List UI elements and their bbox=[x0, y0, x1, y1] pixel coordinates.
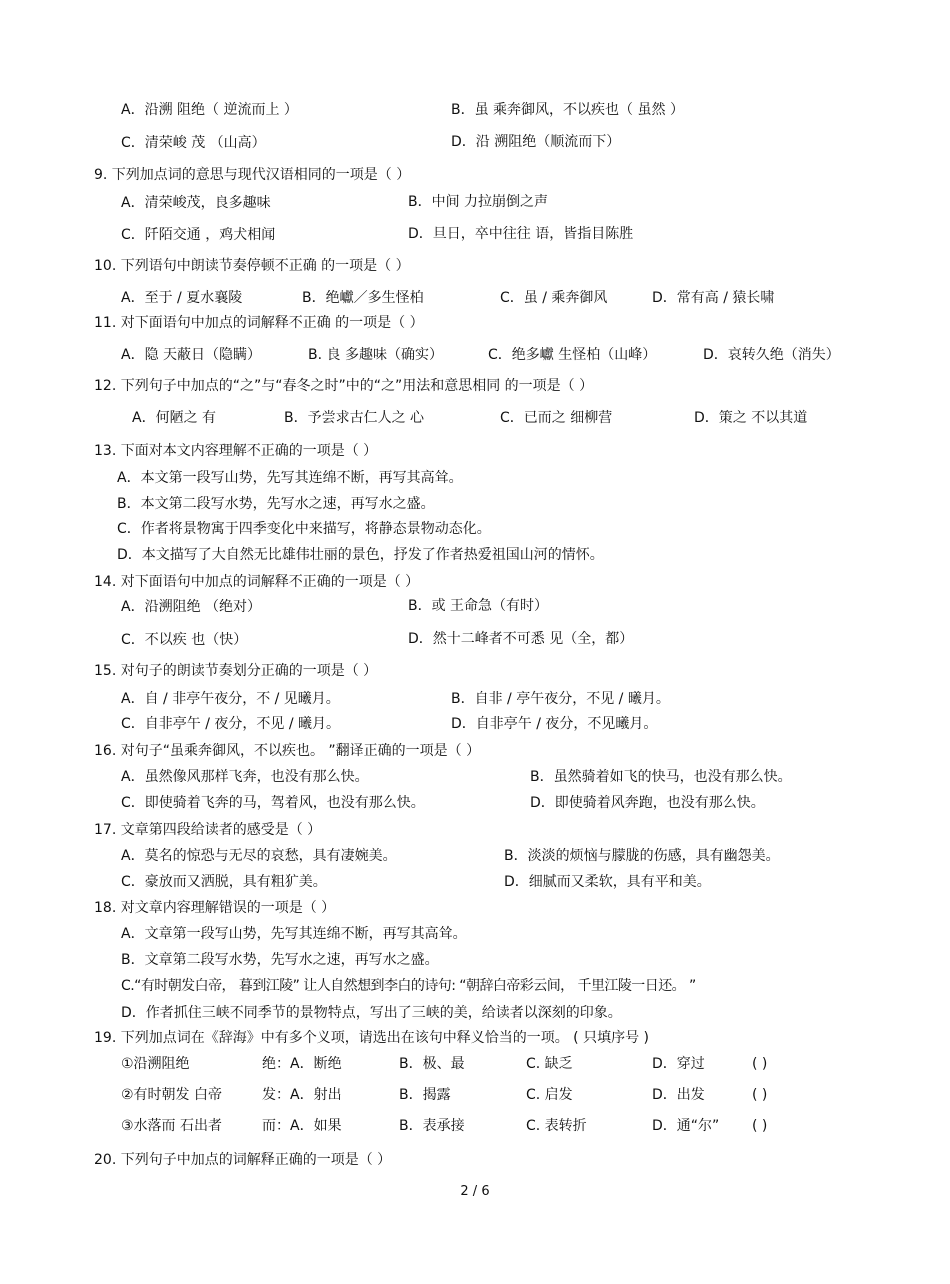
q8-option-d: D．沿 溯阻绝（顺流而下） bbox=[451, 134, 621, 150]
q16-option-a: A．虽然像风那样飞奔，也没有那么快。 bbox=[121, 769, 369, 785]
q19-r1-d: D．穿过 bbox=[652, 1056, 705, 1072]
q17-option-a: A．莫名的惊恐与无尽的哀愁，具有凄婉美。 bbox=[121, 848, 397, 864]
q15-option-c: C．自非亭午 / 夜分，不见 / 曦月。 bbox=[121, 716, 341, 732]
q15-option-d: D．自非亭午 / 夜分，不见曦月。 bbox=[451, 716, 658, 732]
q13-option-d: D．本文描写了大自然无比雄伟壮丽的景色，抒发了作者热爱祖国山河的情怀。 bbox=[117, 547, 604, 563]
q8-option-a: A．沿溯 阻绝（ 逆流而上 ） bbox=[121, 102, 298, 118]
q12-option-a: A．何陋之 有 bbox=[132, 410, 217, 426]
q9-option-c: C．阡陌交通 ，鸡犬相闻 bbox=[121, 227, 276, 243]
q19-r2-answer-blank: ( ) bbox=[752, 1087, 768, 1103]
q16-option-b: B．虽然骑着如飞的快马，也没有那么快。 bbox=[530, 769, 792, 785]
q14-option-d: D．然十二峰者不可悉 见（全，都） bbox=[408, 631, 634, 647]
q19-r1-word-a: 绝：A．断绝 bbox=[262, 1056, 342, 1072]
q19-stem: 19. 下列加点词在《辞海》中有多个义项，请选出在该句中释义恰当的一项。 ( 只填序号 ) bbox=[94, 1030, 649, 1046]
q19-r1-sentence: ①沿溯阻绝 bbox=[121, 1056, 190, 1072]
q19-r2-b: B．揭露 bbox=[399, 1087, 451, 1103]
q10-option-a: A．至于 / 夏水襄陵 bbox=[121, 290, 243, 306]
q10-stem: 10. 下列语句中朗读节奏停顿不正确 的一项是（ ） bbox=[94, 258, 410, 274]
q13-stem: 13. 下面对本文内容理解不正确的一项是（ ） bbox=[94, 443, 378, 459]
q17-stem: 17. 文章第四段给读者的感受是（ ） bbox=[94, 822, 322, 838]
q19-r3-answer-blank: ( ) bbox=[752, 1118, 768, 1134]
q9-stem: 9. 下列加点词的意思与现代汉语相同的一项是（ ） bbox=[94, 167, 411, 183]
q8-option-c: C．清荣峻 茂 （山高） bbox=[121, 135, 266, 151]
q19-r3-word-a: 而：A．如果 bbox=[262, 1118, 342, 1134]
q16-option-c: C．即使骑着飞奔的马，驾着风，也没有那么快。 bbox=[121, 795, 425, 811]
q15-option-a: A．自 / 非亭午夜分，不 / 见曦月。 bbox=[121, 691, 340, 707]
q13-option-a: A．本文第一段写山势，先写其连绵不断，再写其高耸。 bbox=[117, 470, 463, 486]
q11-option-b: B. 良 多趣味（确实） bbox=[308, 347, 443, 363]
q10-option-c: C．虽 / 乘奔御风 bbox=[500, 290, 608, 306]
q18-option-b: B．文章第二段写水势，先写水之速，再写水之盛。 bbox=[121, 952, 439, 968]
q9-option-d: D．旦日，卒中往往 语，皆指目陈胜 bbox=[408, 226, 634, 242]
q8-option-b: B．虽 乘奔御风，不以疾也（ 虽然 ） bbox=[451, 102, 684, 118]
q19-r1-c: C. 缺乏 bbox=[526, 1056, 573, 1072]
q18-option-d: D．作者抓住三峡不同季节的景物特点，写出了三峡的美，给读者以深刻的印象。 bbox=[121, 1005, 622, 1021]
q14-option-c: C．不以疾 也（快） bbox=[121, 632, 248, 648]
q17-option-b: B．淡淡的烦恼与朦胧的伤感，具有幽怨美。 bbox=[504, 848, 780, 864]
q9-option-b: B．中间 力拉崩倒之声 bbox=[408, 194, 549, 210]
q19-r2-word-a: 发：A．射出 bbox=[262, 1087, 342, 1103]
q10-option-d: D．常有高 / 猿长啸 bbox=[652, 290, 775, 306]
q19-r2-sentence: ②有时朝发 白帝 bbox=[121, 1087, 223, 1103]
q20-stem: 20. 下列句子中加点的词解释正确的一项是（ ） bbox=[94, 1152, 392, 1168]
q19-r2-c: C. 启发 bbox=[526, 1087, 573, 1103]
q12-stem: 12. 下列句子中加点的“之”与“春冬之时”中的“之”用法和意思相同 的一项是（ ） bbox=[94, 378, 594, 394]
q18-stem: 18. 对文章内容理解错误的一项是（ ） bbox=[94, 900, 336, 916]
q14-stem: 14. 对下面语句中加点的词解释不正确的一项是（ ） bbox=[94, 574, 420, 590]
q14-option-a: A．沿溯阻绝 （绝对） bbox=[121, 599, 262, 615]
q11-option-c: C．绝多巘 生怪柏（山峰） bbox=[488, 347, 657, 363]
q19-r2-d: D．出发 bbox=[652, 1087, 705, 1103]
page-number: 2 / 6 bbox=[460, 1184, 490, 1199]
q18-option-a: A．文章第一段写山势，先写其连绵不断，再写其高耸。 bbox=[121, 926, 467, 942]
q11-option-d: D．哀转久绝（消失） bbox=[703, 347, 840, 363]
q19-r3-b: B．表承接 bbox=[399, 1118, 465, 1134]
q19-r1-b: B．极、最 bbox=[399, 1056, 465, 1072]
q13-option-c: C．作者将景物寓于四季变化中来描写，将静态景物动态化。 bbox=[117, 521, 491, 537]
q17-option-c: C．豪放而又洒脱，具有粗犷美。 bbox=[121, 874, 327, 890]
q12-option-b: B．予尝求古仁人之 心 bbox=[284, 410, 425, 426]
q16-stem: 16. 对句子“虽乘奔御风，不以疾也。 ”翻译正确的一项是（ ） bbox=[94, 743, 481, 759]
q14-option-b: B．或 王命急（有时） bbox=[408, 598, 549, 614]
q19-r3-sentence: ③水落而 石出者 bbox=[121, 1118, 223, 1134]
q11-option-a: A．隐 天蔽日（隐瞒） bbox=[121, 347, 262, 363]
q10-option-b: B．绝巘／多生怪柏 bbox=[302, 290, 424, 306]
q12-option-d: D．策之 不以其道 bbox=[694, 410, 808, 426]
q15-option-b: B．自非 / 亭午夜分，不见 / 曦月。 bbox=[451, 691, 670, 707]
q19-r1-answer-blank: ( ) bbox=[752, 1056, 768, 1072]
q12-option-c: C．已而之 细柳营 bbox=[500, 410, 613, 426]
q17-option-d: D．细腻而又柔软，具有平和美。 bbox=[504, 874, 711, 890]
q15-stem: 15. 对句子的朗读节奏划分正确的一项是（ ） bbox=[94, 663, 378, 679]
q18-option-c: C.“有时朝发白帝， 暮到江陵” 让人自然想到李白的诗句: “朝辞白帝彩云间， 千里江陵一日还。 ” bbox=[121, 978, 696, 994]
q9-option-a: A．清荣峻茂，良多趣味 bbox=[121, 195, 271, 211]
q13-option-b: B．本文第二段写水势，先写水之速，再写水之盛。 bbox=[117, 496, 435, 512]
q16-option-d: D．即使骑着风奔跑，也没有那么快。 bbox=[530, 795, 765, 811]
q19-r3-d: D．通“尔” bbox=[652, 1118, 720, 1134]
q11-stem: 11. 对下面语句中加点的词解释不正确 的一项是（ ） bbox=[94, 315, 424, 331]
q19-r3-c: C. 表转折 bbox=[526, 1118, 587, 1134]
